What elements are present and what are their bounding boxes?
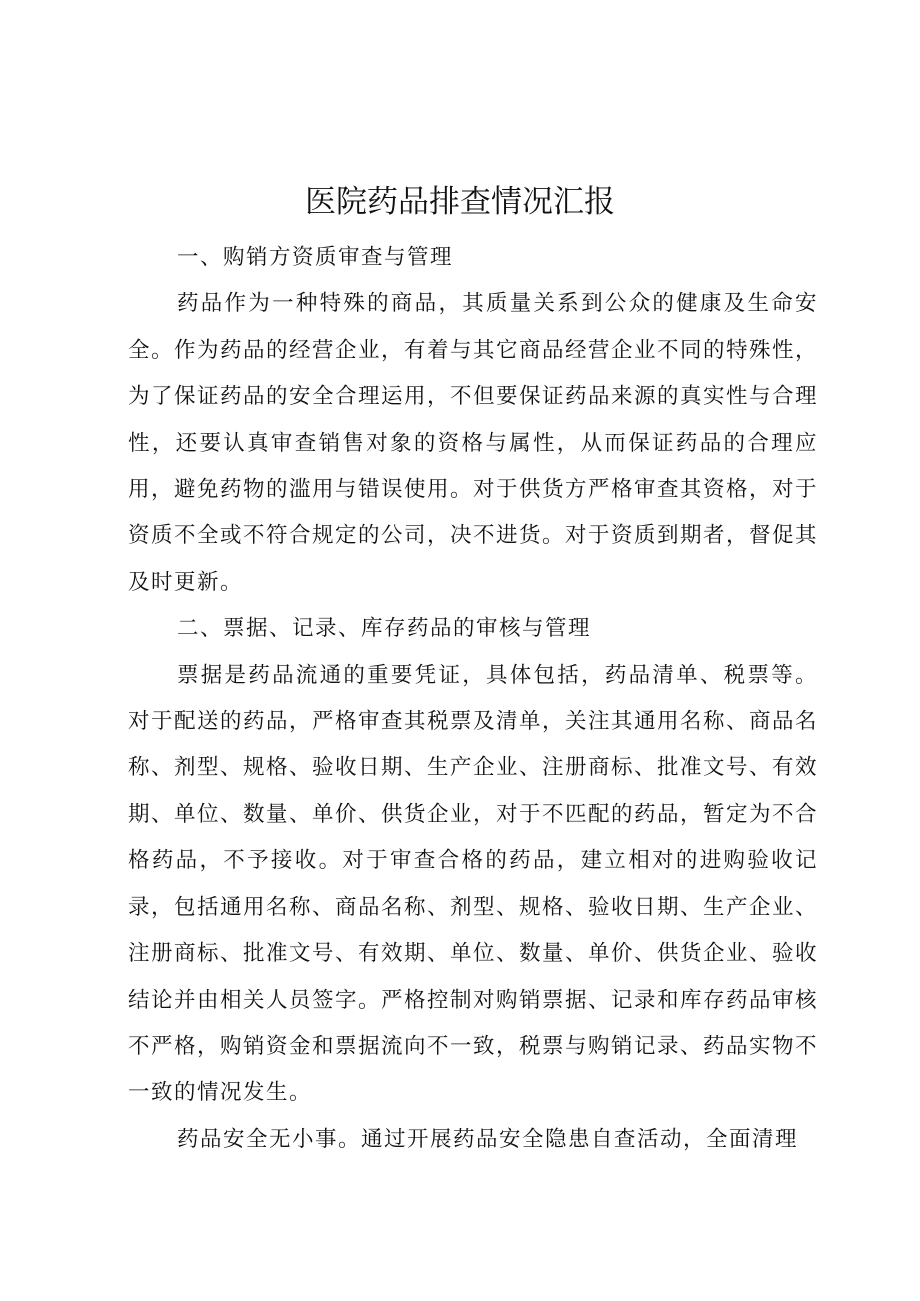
closing-paragraph: 药品安全无小事。通过开展药品安全隐患自查活动，全面清理 xyxy=(177,1126,799,1152)
document-title: 医院药品排查情况汇报 xyxy=(305,184,615,220)
section-2-paragraph: 票据是药品流通的重要凭证，具体包括，药品清单、税票等。对于配送的药品，严格审查其税票及清单，关注其通用名称、商品名称、剂型、规格、验收日期、生产企业、注册商标、批准文号、有效期、单位、数量、单价、供货企业，对于不匹配的药品，暂定为不合格药品，不予接收。对于审查合格的药品，建立相对的进购验收记录，包括通用名称、商品名称、剂型、规格、验收日期、生产企业、注册商标、批准文号、有效期、单位、数量、单价、供货企业、验收结论并由相关人员签字。严格控制对购销票据、记录和库存药品审核不严格，购销资金和票据流向不一致，税票与购销记录、药品实物不一致的情况发生。 xyxy=(128,662,819,1106)
section-1-paragraph: 药品作为一种特殊的商品，其质量关系到公众的健康及生命安全。作为药品的经营企业，有着与其它商品经营企业不同的特殊性，为了保证药品的安全合理运用，不但要保证药品来源的真实性与合理性，还要认真审查销售对象的资格与属性，从而保证药品的合理应用，避免药物的滥用与错误使用。对于供货方严格审查其资格，对于资质不全或不符合规定的公司，决不进货。对于资质到期者，督促其及时更新。 xyxy=(128,291,819,595)
document-body xyxy=(128,235,818,1163)
section-2-heading: 二、票据、记录、库存药品的审核与管理 xyxy=(177,616,592,642)
section-1-heading: 一、购销方资质审查与管理 xyxy=(177,245,454,270)
